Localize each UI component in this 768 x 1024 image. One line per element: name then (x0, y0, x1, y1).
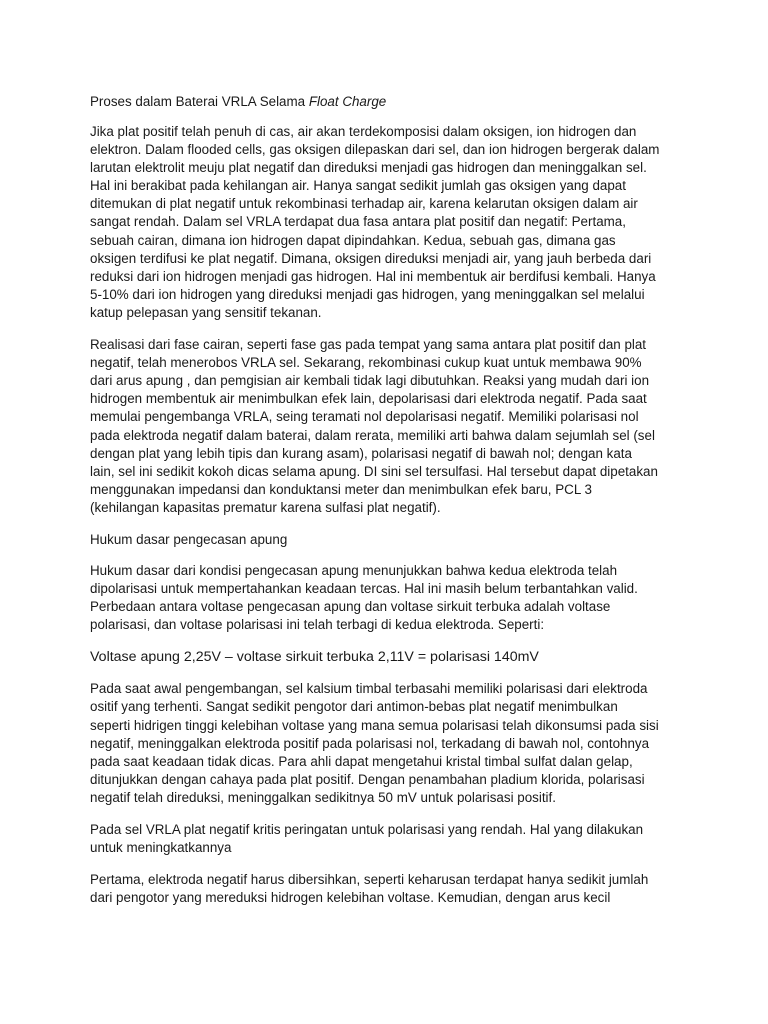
paragraph-line: Jika plat positif telah penuh di cas, air akan terdekomposisi dalam oksigen, ion hidrogen dan (90, 124, 637, 139)
paragraph-line: lain, sel ini sedikit kokoh dicas selama apung. DI sini sel tersulfasi. Hal tersebut dapat dipetakan (90, 463, 658, 479)
paragraph-line: ditemukan di plat negatif untuk rekombinasi terhadap air, karena kelarutan oksigen dalam air (90, 196, 638, 212)
paragraph-line: Pada sel VRLA plat negatif kritis peringatan untuk polarisasi yang rendah. Hal yang dilakukan (90, 822, 644, 837)
paragraph-5 (90, 821, 708, 857)
paragraph-line: negatif telah direduksi, meninggalkan sedikitnya 50 mV untuk polarisasi positif. (90, 789, 556, 805)
document-title (90, 93, 708, 111)
paragraph-line: dari arus apung , dan pemgisian air kembali tidak lagi dibutuhkan. Reaksi yang mudah dari ion (90, 373, 650, 389)
paragraph-line: seperti hidrigen tinggi kelebihan voltase yang mana semua polarisasi telah dikonsumsi pada sisi (90, 717, 659, 733)
paragraph-line: untuk meningkatkannya (90, 840, 232, 856)
paragraph-line: reduksi dari ion hidrogen menjadi gas hidrogen. Hal ini membentuk air berdifusi kembali. Hanya (90, 268, 656, 284)
paragraph-line: pada saat keadaan tidak dicas. Para ahli dapat mengetahui kristal timbal sulfat dalan gelap, (90, 753, 633, 769)
title-emphasis: Float Charge (308, 94, 387, 109)
paragraph-line: katup pelepasan yang sensitif tekanan. (90, 304, 322, 320)
paragraph-line: pada elektroda negatif dalam baterai, dalam rerata, memiliki arti bahwa dalam sejumlah sel (sel (90, 427, 655, 443)
paragraph-line: polarisasi, dan voltase polarisasi ini telah terbagi di kedua elektroda. Seperti: (90, 617, 545, 633)
paragraph-line: dari pengotor yang mereduksi hidrogen kelebihan voltase. Kemudian, dengan arus kecil (90, 890, 611, 906)
formula-line: Voltase apung 2,25V – voltase sirkuit terbuka 2,11V = polarisasi 140mV (90, 649, 539, 666)
paragraph-line: Perbedaan antara voltase pengecasan apung dan voltase sirkuit terbuka adalah voltase (90, 599, 611, 615)
paragraph-line: ditunjukkan dengan cahaya pada plat positif. Dengan penambahan pladium klorida, polarisasi (90, 771, 645, 787)
paragraph-line: sebuah cairan, dimana ion hidrogen dapat dipindahkan. Kedua, sebuah gas, dimana gas (90, 232, 616, 248)
paragraph-line: negatif, meninggalkan elektroda positif pada polarisasi nol, terkadang di bawah nol, contohnya (90, 735, 650, 751)
paragraph-line: Pertama, elektroda negatif harus dibersihkan, seperti keharusan terdapat hanya sedikit jumlah (90, 872, 649, 888)
paragraph-2 (90, 336, 708, 517)
paragraph-line: ositif yang terhenti. Sangat sedikit pengotor dari antimon-bebas plat negatif menimbulkan (90, 699, 618, 715)
paragraph-4 (90, 680, 708, 807)
paragraph-line: memulai pengembanga VRLA, seing teramati nol depolarisasi negatif. Memiliki polarisasi nol (90, 409, 639, 425)
paragraph-line: sangat rendah. Dalam sel VRLA terdapat dua fasa antara plat positif dan negatif: Pertama, (90, 214, 626, 230)
paragraph-6 (90, 871, 708, 907)
paragraph-line: dipolarisasi untuk mempertahankan keadaan tercas. Hal ini masih belum terbantahkan valid. (90, 581, 638, 597)
paragraph-line: 5-10% dari ion hidrogen yang direduksi menjadi gas hidrogen, yang meninggalkan sel melalui (90, 286, 645, 302)
section-heading: Hukum dasar pengecasan apung (90, 531, 288, 547)
paragraph-line: elektron. Dalam flooded cells, gas oksigen dilepaskan dari sel, dan ion hidrogen bergerak dalam (90, 142, 660, 158)
paragraph-line: negatif, telah menerobos VRLA sel. Sekarang, rekombinasi cukup kuat untuk membawa 90% (90, 355, 642, 371)
paragraph-line: Pada saat awal pengembangan, sel kalsium timbal terbasahi memiliki polarisasi dari elektroda (90, 681, 648, 697)
paragraph-line: Hal ini berakibat pada kehilangan air. Hanya sangat sedikit jumlah gas oksigen yang dapat (90, 178, 626, 194)
paragraph-3 (90, 562, 708, 634)
paragraph-line: dengan plat yang lebih tipis dan kurang asam), polarisasi negatif di bawah nol; dengan kata (90, 445, 632, 461)
title-main: Proses dalam Baterai VRLA Selama (90, 94, 309, 109)
paragraph-line: menggunakan impedansi dan konduktansi meter dan menimbulkan efek baru, PCL 3 (90, 481, 592, 497)
paragraph-1 (90, 123, 708, 322)
paragraph-line: (kehilangan kapasitas prematur karena sulfasi plat negatif). (90, 499, 441, 515)
paragraph-line: Realisasi dari fase cairan, seperti fase gas pada tempat yang sama antara plat positif dan plat (90, 337, 647, 353)
paragraph-line: oksigen terdifusi ke plat negatif. Dimana, oksigen direduksi menjadi air, yang jauh berbeda dari (90, 250, 652, 266)
paragraph-line: larutan elektrolit meuju plat negatif dan direduksi menjadi gas hidrogen dan meninggalkan sel. (90, 160, 647, 176)
paragraph-line: Hukum dasar dari kondisi pengecasan apung menunjukkan bahwa kedua elektroda telah (90, 562, 618, 578)
paragraph-line: hidrogen membentuk air menimbulkan efek lain, depolarisasi dari elektroda negatif. Pada saat (90, 391, 647, 407)
